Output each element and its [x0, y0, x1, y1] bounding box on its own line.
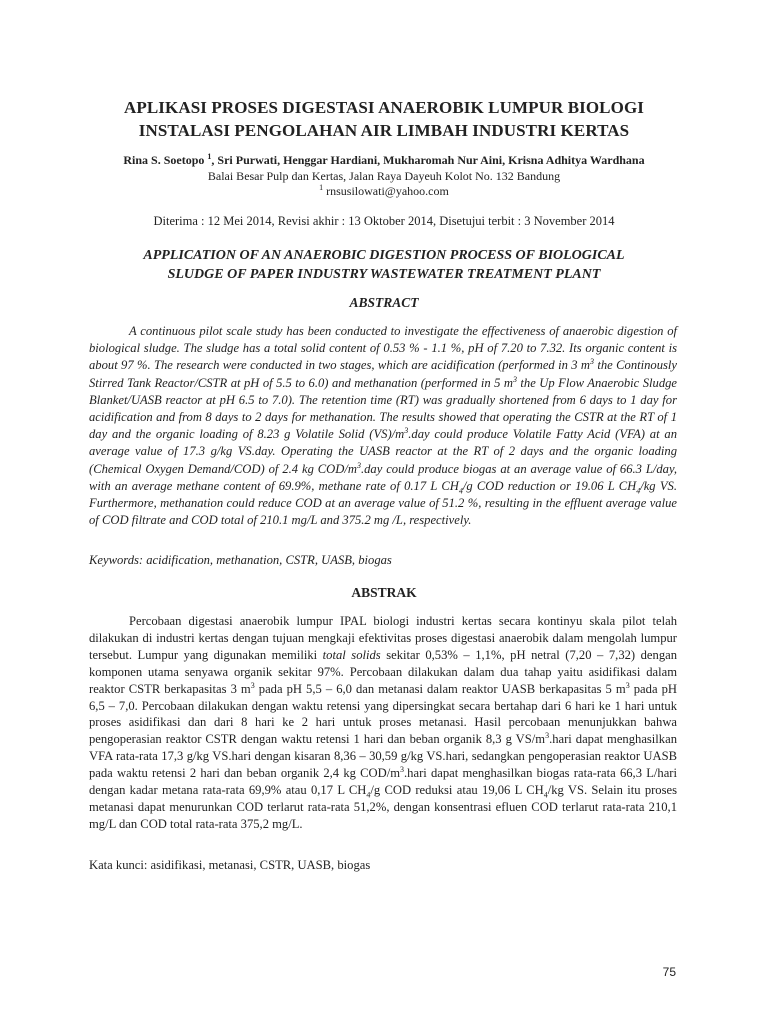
english-title-line-2: SLUDGE OF PAPER INDUSTRY WASTEWATER TREATMENT PLANT: [167, 267, 601, 282]
paper-title-line-1: APLIKASI PROSES DIGESTASI ANAEROBIK LUMPUR BIOLOGI: [124, 98, 644, 117]
paper-title-line-2: INSTALASI PENGOLAHAN AIR LIMBAH INDUSTRI KERTAS: [138, 121, 630, 140]
submission-dates: Diterima : 12 Mei 2014, Revisi akhir : 13 Oktober 2014, Disetujui terbit : 3 November 2014: [153, 214, 615, 228]
first-author: Rina S. Soetopo: [123, 153, 205, 167]
email-address: rnsusilowati@yahoo.com: [323, 184, 449, 198]
author-list: [60, 152, 708, 168]
page-number: 75: [662, 965, 676, 979]
kata-kunci: Kata kunci: asidifikasi, metanasi, CSTR, UASB, biogas: [89, 858, 371, 872]
english-title-line-1: APPLICATION OF AN ANAEROBIC DIGESTION PROCESS OF BIOLOGICAL: [143, 248, 625, 263]
abstract-english-text: A continuous pilot scale study has been conducted to investigate the effectiveness of anaerobic digestion of biological sludge. The sludge has a total solid content of 0.53 % - 1.1 %, pH of 7.20 to 7.32. Its organic content is about 97 %. The research were conducted in two stages, which are acidification (performed in 3 $m^3$ the Continously Stirred Tank Reactor/CSTR at pH of 5.5 to 6.0) and methanation (performed in 5 $m^3$ the Up Flow Anaerobic Sludge Blanket/UASB reactor at pH 6.5 to 7.0). The retention time (RT) was gradually shortened from 6 days to 1 day for acidification and from 8 days to 2 days for methanation. The results showed that operating the CSTR at the RT of 1 day and the organic loading of 8.23 g Volatile Solid $(VS)/m^3.day$ could produce Volatile Fatty Acid (VFA) at an average value of 17.3 g/kg VS.day. Operating the UASB reactor at the RT of 2 days and the organic loading (Chemical Oxygen Demand/COD) of 2.4 kg COD/$m^3.day$ could produce biogas at an average value of 66.3 L/day, with an average methane content of 69.9%, methane rate of 0.17 L $CH_4/g$ COD reduction or 19.06 L $CH_4/kg$ VS. Furthermore, methanation could reduce COD at an average value of 51.2 %, resulting in the effluent average value of COD filtrate and COD total of 210.1 mg/L and 375.2 mg /L, respectively.: [89, 324, 677, 528]
english-title: [60, 246, 708, 284]
abstract-heading: ABSTRACT: [349, 295, 419, 310]
abstrak-indonesian-text: Percobaan digestasi anaerobik lumpur IPAL biologi industri kertas secara kontinyu skala pilot telah dilakukan di industri kertas dengan tujuan mengkaji efektivitas proses digestasi anaerobik dalam mengolah lumpur tersebut. Lumpur yang digunakan memiliki total solids sekitar 0,53% – 1,1%, pH netral (7,20 – 7,32) dengan komponen utama senyawa organik sekitar 97%. Percobaan dilakukan dalam dua tahap yaitu asidifikasi dalam reaktor CSTR berkapasitas 3 $m^3$ pada pH 5,5 – 6,0 dan metanasi dalam reaktor UASB berkapasitas 5 $m^3$ pada pH 6,5 – 7,0. Percobaan dilakukan dengan waktu retensi yang dipersingkat secara bertahap dari 6 hari ke 1 hari untuk proses asidifikasi dan dari 8 hari ke 2 hari untuk proses metanasi. Hasil percobaan menunjukkan bahwa pengoperasian reaktor CSTR dengan waktu retensi 1 hari dan beban organik 8,3 g $VS/m^3.hari$ dapat menghasilkan VFA rata-rata 17,3 g/kg VS.hari dengan kisaran 8,36 – 30,59 g/kg VS.hari, sedangkan pengoperasian reaktor UASB pada waktu retensi 2 hari dan beban organik 2,4 kg COD/$m^3.hari$ dapat menghasilkan biogas rata-rata 66,3 L/hari dengan kadar metana rata-rata 69,9% atau 0,17 L $CH_4/g$ COD reduksi atau 19,06 L $CH_4/kg$ VS. Selain itu proses metanasi dapat menurunkan COD terlarut rata-rata 51,2%, dengan konsentrasi efluen COD terlarut rata-rata 210,1 mg/L dan COD total rata-rata 375,2 mg/L.: [89, 614, 678, 831]
email-mark: 1: [319, 183, 324, 192]
paper-title: [60, 96, 708, 142]
affiliation: Balai Besar Pulp dan Kertas, Jalan Raya Dayeuh Kolot No. 132 Bandung: [207, 169, 561, 183]
author-affiliation-mark: 1: [207, 152, 212, 161]
other-authors: , Sri Purwati, Henggar Hardiani, Mukharomah Nur Aini, Krisna Adhitya Wardhana: [211, 153, 645, 167]
keywords: Keywords: acidification, methanation, CSTR, UASB, biogas: [89, 553, 392, 567]
corresponding-email: [60, 183, 708, 199]
abstrak-heading: ABSTRAK: [351, 585, 417, 600]
